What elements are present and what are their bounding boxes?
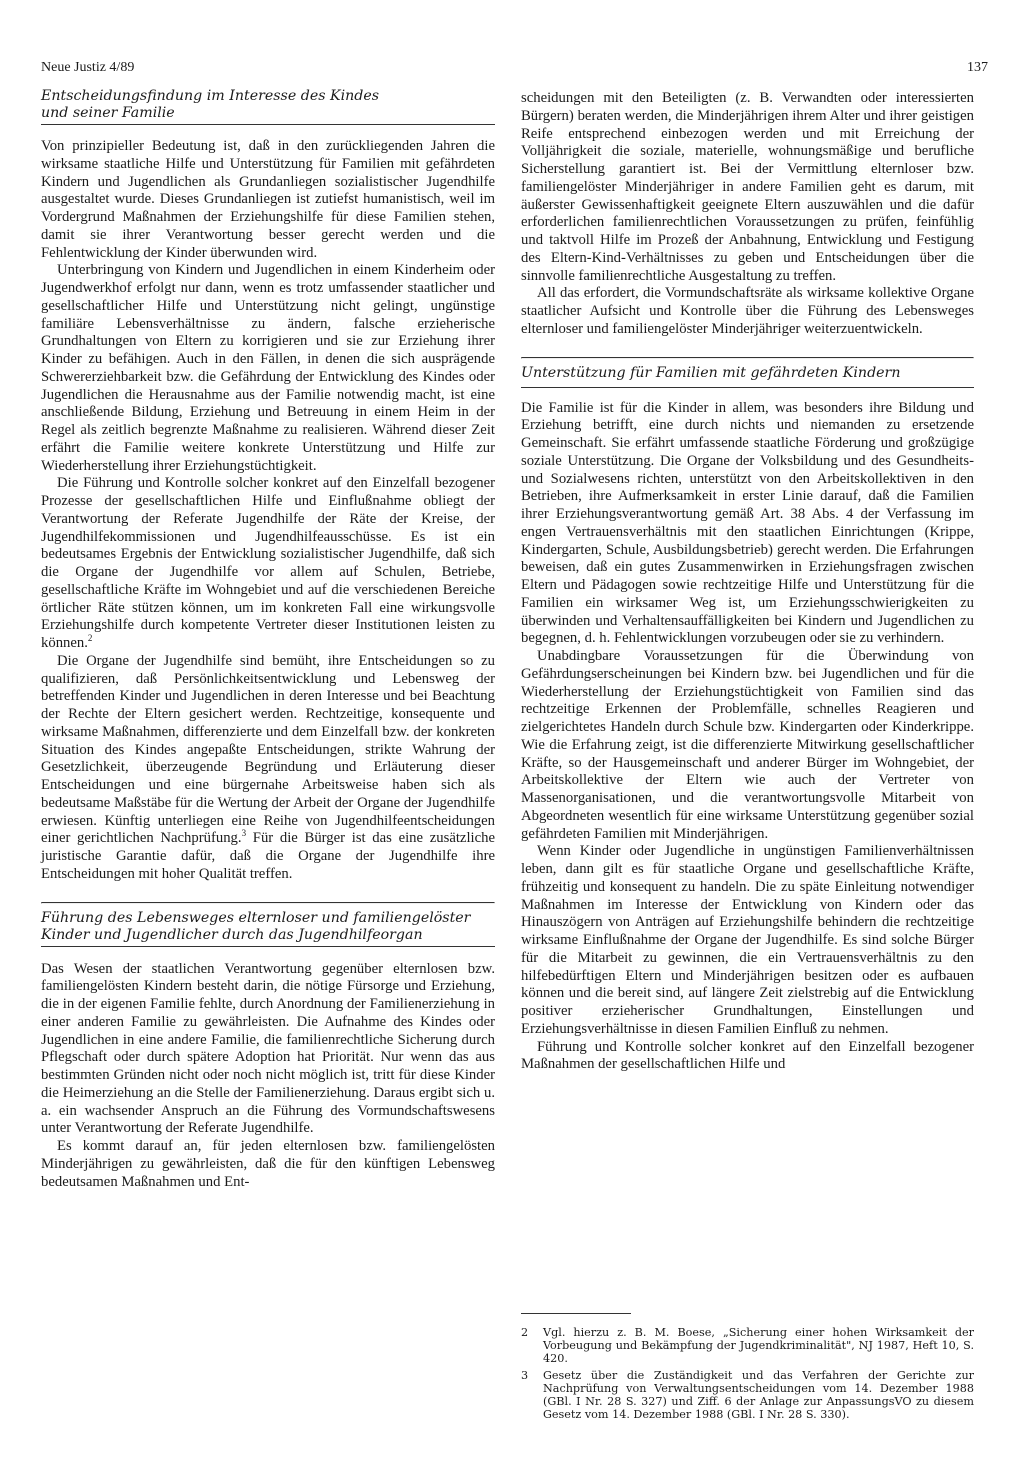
- footnote-text: Vgl. hierzu z. B. M. Boese, „Sicherung einer hohen Wirksamkeit der Vorbeugung und Bekämpfung der Jugendkriminalität", NJ 1987, Heft 10, S. 420.: [543, 1326, 974, 1365]
- paragraph: scheidungen mit den Beteiligten (z. B. Verwandten oder interessierten Bürgern) beraten werden, die Minderjährigen ihrem Alter und ihrer geistigen Reife entsprechend einbezogen werden und mit Erreichung der Volljährigkeit die soziale, materielle, wohnungsmäßige und berufliche Sicherstellung garantiert ist. Bei der Vermittlung elternloser bzw. familiengelöster Minderjähriger in andere Familien geht es darum, mit äußerster Gewissenhaftigkeit geeignete Eltern auszuwählen und die dafür erforderlichen familienrechtlichen Voraussetzungen zu prüfen, feinfühlig und taktvoll Hilfe im Prozeß der Anbahnung, Entwicklung und Festigung des Eltern-Kind-Verhältnisses zu geben und Entscheidungen über die sinnvolle familienrechtliche Ausgestaltung zu treffen.: [521, 90, 974, 284]
- footnote-ref: 3: [241, 828, 247, 839]
- section-rule: [41, 902, 495, 904]
- paragraph-text: Die Führung und Kontrolle solcher konkret auf den Einzelfall bezogener Prozesse der gesellschaftlichen Hilfe und Einflußnahme obliegt der Verantwortung der Referate Jugendhilfe der Räte der Kreise, der Jugendhilfekommissionen und Jugendhilfeausschüsse. Es ist ein bedeutsames Ergebnis der Entwicklung sozialistischer Jugendhilfe, daß sich die Organe der Jugendhilfe vor allem auf Schulen, Betriebe, gesellschaftliche Kräfte im Wohngebiet und auf die verschiedenen Bereiche örtlicher Räte stützen können, um im konkreten Fall eine wirkungsvolle Erziehungshilfe durch kompetente Vertreter dieser Institutionen leisten zu können.: [41, 475, 495, 651]
- paragraph: Von prinzipieller Bedeutung ist, daß in den zurückliegenden Jahren die wirksame staatliche Hilfe und Unterstützung für Familien mit gefährdeten Kindern und Jugendlichen als Grundanliegen sozialistischer Jugendhilfe ausgestaltet wurde. Dieses Grundanliegen ist zutiefst humanistisch, weil im Vordergrund Maßnahmen der Erziehungshilfe für diese Familien stehen, damit sie ihrer Verantwortung besser gerecht werden und die Fehlentwicklung der Kinder überwunden wird.: [41, 138, 495, 261]
- footnote-ref: 2: [87, 633, 93, 644]
- page-number: 137: [967, 60, 988, 75]
- section-heading-2: [41, 910, 495, 944]
- section-rule: [41, 124, 495, 125]
- section-title-line: und seiner Familie: [41, 105, 175, 121]
- paragraph: Führung und Kontrolle solcher konkret auf den Einzelfall bezogener Maßnahmen der gesellschaftlichen Hilfe und: [521, 1038, 974, 1073]
- paragraph: Wenn Kinder oder Jugendliche in ungünstigen Familienverhältnissen leben, dann gilt es für staatliche Organe und gesellschaftliche Kräfte, frühzeitig und konsequent zu handeln. Die zu späte Einleitung notwendiger Maßnahmen im Interesse der Entwicklung von Kindern oder das Hinauszögern von Anträgen auf Erziehungshilfe behindern die rechtzeitige wirksame Einflußnahme der Organe der Jugendhilfe. Es sind solche Bürger für die Mitarbeit zu gewinnen, die ein Vertrauensverhältnis zu den hilfebedürftigen Eltern und Minderjährigen besitzen oder es aufbauen können und die bereit sind, auf längere Zeit zielstrebig auf die Entwicklung positiver erzieherischer Grundhaltungen, Einstellungen und Erziehungsverhältnisse in diesen Familien Einfluß zu nehmen.: [521, 843, 974, 1037]
- section-title-line: Kinder und Jugendlicher durch das Jugendhilfeorgan: [41, 926, 423, 943]
- paragraph: Es kommt darauf an, für jeden elternlosen bzw. familiengelösten Minderjährigen zu gewährleisten, daß die für den künftigen Lebensweg bedeutsamen Maßnahmen und Ent-: [41, 1138, 495, 1190]
- footnote-text: Gesetz über die Zuständigkeit und das Verfahren der Gerichte zur Nachprüfung von Verwaltungsentscheidungen vom 14. Dezember 1988 (GBl. I Nr. 28 S. 327) und Ziff. 6 der Anlage zur AnpassungsVO zu diesem Gesetz vom 14. Dezember 1988 (GBl. I Nr. 28 S. 330).: [543, 1369, 974, 1421]
- journal-header: Neue Justiz 4/89: [41, 60, 135, 75]
- section-rule: [521, 387, 974, 388]
- section-heading-1: [41, 88, 495, 122]
- section-rule: [521, 357, 974, 359]
- paragraph: Das Wesen der staatlichen Verantwortung gegenüber elternlosen bzw. familiengelösten Kindern besteht darin, die nötige Fürsorge und Erziehung, die in der eigenen Familie fehlte, durch Anordnung der Familienerziehung in einer anderen Familie zu gewährleisten. Die Aufnahme des Kindes oder Jugendlichen in eine andere Familie, die familienrechtliche Sicherung durch Pflegschaft oder durch spätere Adoption hat Priorität. Nur wenn das aus bestimmten Gründen nicht oder noch nicht möglich ist, tritt für diese Kinder die Heimerziehung an die Stelle der Familienerziehung. Daraus ergibt sich u. a. ein wachsender Anspruch an die Führung des Vormundschaftswesens unter Verantwortung der Referate Jugendhilfe.: [41, 960, 495, 1137]
- paragraph-text: Für die Bürger ist das eine zusätzliche juristische Garantie dafür, daß die Organe der Jugendhilfe ihre Entscheidungen mit hoher Qualität treffen.: [41, 830, 495, 882]
- paragraph: Die Familie ist für die Kinder in allem, was besonders ihre Bildung und Erziehung betrifft, eine durch nichts und niemanden zu ersetzende Gemeinschaft. Sie erfährt umfassende staatliche Förderung und großzügige soziale Unterstützung. Die Organe der Volksbildung und des Gesundheits- und Sozialwesens richten, unterstützt von den Arbeitskollektiven in den Betrieben, ihre Aufmerksamkeit in erster Linie darauf, daß die Familien ihrer Erziehungsverantwortung gemäß Art. 38 Abs. 4 der Verfassung im engen Vertrauensverhältnis mit den staatlichen Einrichtungen (Krippe, Kindergarten, Schule, Ausbildungsbetrieb) gerecht werden. Die Erfahrungen beweisen, daß ein gutes Zusammenwirken in Erziehungsfragen zwischen Eltern und Pädagogen sowie rechtzeitige Hilfe und Unterstützung für die Familien ein wirksamer Weg ist, um Erziehungsschwierigkeiten zu überwinden und Verhaltensauffälligkeiten bei Kindern und Jugendlichen zu begegnen, d. h. Fehlentwicklungen vorzubeugen oder sie zu verhindern.: [521, 399, 974, 647]
- paragraph-text: Die Organe der Jugendhilfe sind bemüht, ihre Entscheidungen so zu qualifizieren, daß Persönlichkeitsentwicklung und Lebensweg der betreffenden Kinder und Jugendlichen in deren Interesse und bei Beachtung der Rechte der Eltern gesichert werden. Rechtzeitige, konsequente und wirksame Maßnahmen, differenzierte und dem Einzelfall bzw. der konkreten Situation des Kindes angepaßte Entscheidungen, strikte Wahrung der Gesetzlichkeit, überzeugende Begründung und Erläuterung dieser Entscheidungen und eine bürgernahe Arbeitsweise haben sich als bedeutsame Maßstäbe für die Wertung der Arbeit der Organe der Jugendhilfe erwiesen. Künftig unterliegen eine Reihe von Jugendhilfeentscheidungen einer gerichtlichen Nachprüfung.: [41, 652, 495, 847]
- section-heading-3: Unterstützung für Familien mit gefährdeten Kindern: [521, 364, 901, 381]
- footnote-number: 3: [521, 1369, 529, 1382]
- right-column: [521, 90, 974, 1074]
- footnote-rule: [521, 1313, 631, 1314]
- footnote: [521, 1326, 974, 1365]
- paragraph: Unabdingbare Voraussetzungen für die Überwindung von Gefährdungserscheinungen bei Kindern bzw. bei Jugendlichen und für die Wiederherstellung der Erziehungstüchtigkeit von Familien sind das rechtzeitige Erkennen der Problemfälle, schnelles Reagieren und zielgerichtetes Handeln durch Schule bzw. Kindergarten oder Kinderkrippe. Wie die Erfahrung zeigt, ist die differenzierte Mitwirkung gesellschaftlicher Kräfte, so der Hausgemeinschaft und anderer Bürger im Wohngebiet, der Arbeitskollektive der Eltern wie auch der Vertreter von Massenorganisationen, und die verantwortungsvolle Mitarbeit von Abgeordneten wesentlich für eine wirksame Unterstützung gegenüber sozial gefährdeten Familien mit Minderjährigen.: [521, 648, 974, 842]
- paragraph: All das erfordert, die Vormundschaftsräte als wirksame kollektive Organe staatlicher Aufsicht und Kontrolle über die Führung des Lebensweges elternloser und familiengelöster Minderjähriger weiterzuentwickeln.: [521, 285, 974, 337]
- section-title-line: Führung des Lebensweges elternloser und familiengelöster: [41, 909, 471, 926]
- left-column: [41, 88, 495, 1191]
- footnote-number: 2: [521, 1326, 529, 1339]
- paragraph: Unterbringung von Kindern und Jugendlichen in einem Kinderheim oder Jugendwerkhof erfolgt nur dann, wenn es trotz umfassender staatlicher und gesellschaftlicher Hilfe und Unterstützung nicht gelingt, ungünstige familiäre Lebensverhältnisse zu ändern, falsche erzieherische Grundhaltungen von Eltern zu korrigieren und sie zur Erziehung ihrer Kinder zu befähigen. Auch in den Fällen, in denen die sich ausprägende Schwererziehbarkeit bzw. die Gefährdung der Entwicklung des Kindes oder Jugendlichen die Herausnahme aus der Familie notwendig macht, ist eine anschließende Bildung, Erziehung und Betreuung in einem Heim in der Regel als zeitlich begrenzte Maßnahme zu realisieren. Während dieser Zeit erfährt die Familie weitere konkrete Unterstützung und Hilfe zur Wiederherstellung ihrer Erziehungstüchtigkeit.: [41, 262, 495, 474]
- footnotes: [521, 1326, 974, 1425]
- paragraph: [41, 475, 495, 653]
- section-title-line: Entscheidungsfindung im Interesse des Kindes: [41, 88, 380, 104]
- paragraph: [41, 653, 495, 884]
- footnote: [521, 1369, 974, 1421]
- section-rule: [41, 946, 495, 947]
